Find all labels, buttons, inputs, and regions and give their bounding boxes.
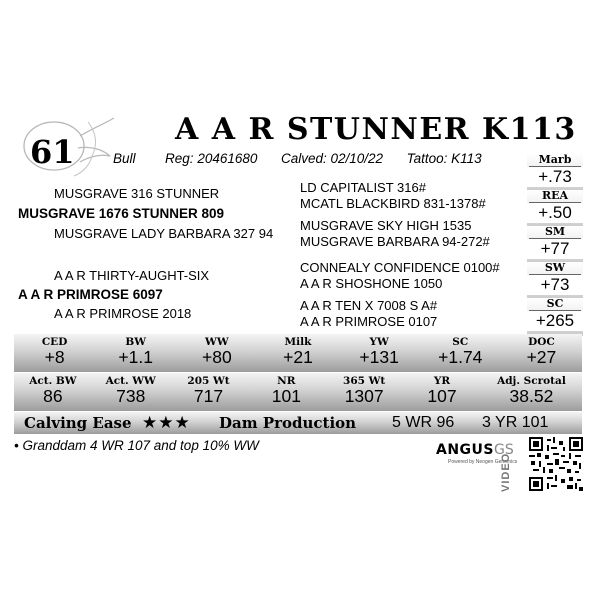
calved-label: Calved:	[280, 151, 327, 166]
video-label: VIDEO	[500, 452, 512, 492]
sex: Bull	[113, 151, 136, 166]
pedigree-right-6: A A R SHOSHONE 1050	[300, 276, 443, 291]
actual-ww	[92, 373, 170, 411]
epd-yw	[339, 334, 420, 372]
pedigree-dam-dam: A A R PRIMROSE 2018	[54, 306, 192, 321]
epd-label: BW	[125, 336, 147, 348]
actual-value: 717	[193, 386, 224, 406]
info-line	[113, 151, 482, 167]
epd-label: SC	[452, 336, 469, 348]
pedigree-sire-sire: MUSGRAVE 316 STUNNER	[54, 186, 220, 201]
side-epd-label: REA	[529, 190, 581, 203]
epd-value: +21	[283, 347, 313, 367]
dam-production-label: Dam Production	[219, 414, 357, 432]
actual-value: 738	[116, 386, 146, 406]
calving-ease-stars: ★★★	[142, 413, 191, 433]
epd-ced	[14, 334, 95, 372]
actual-label: 365 Wt	[343, 375, 386, 387]
calving-dam-bar	[14, 412, 582, 434]
epd-label: WW	[205, 336, 229, 348]
actual-label: NR	[277, 375, 296, 387]
actual-row	[14, 373, 582, 411]
actual-bw	[14, 373, 92, 411]
logo-tagline: Powered by Neogen Genomics	[448, 459, 518, 465]
epd-bw	[95, 334, 176, 372]
side-epd-sm	[527, 226, 583, 264]
side-epd-value: +265	[527, 311, 583, 331]
side-epd-marb	[527, 154, 583, 192]
calving-ease-label: Calving Ease	[24, 414, 132, 432]
epd-value: +1.74	[438, 347, 483, 367]
epd-sc	[420, 334, 501, 372]
epd-value: +1.1	[118, 347, 153, 367]
pedigree-sire-dam: MUSGRAVE LADY BARBARA 327 94	[54, 226, 274, 241]
epd-value: +27	[526, 347, 557, 367]
epd-label: CED	[41, 336, 68, 348]
tattoo-label: Tattoo:	[406, 151, 448, 166]
actual-adj-scrotal	[481, 373, 582, 411]
pedigree-dam: A A R PRIMROSE 6097	[18, 287, 163, 302]
animal-name: A A R STUNNER K113	[175, 112, 577, 147]
actual-label: 205 Wt	[187, 375, 230, 387]
gs-logo-text: GS	[494, 442, 514, 458]
actual-value: 1307	[344, 386, 384, 406]
side-epd-label: SW	[529, 262, 581, 275]
actual-nr	[247, 373, 325, 411]
actual-value: 101	[271, 386, 301, 406]
actual-value: 38.52	[509, 386, 554, 406]
side-epd-value: +73	[527, 275, 583, 295]
tattoo: K113	[451, 151, 482, 166]
side-epd-label: SM	[529, 226, 581, 239]
actual-label: Act. WW	[105, 375, 156, 387]
pedigree-right-7: A A R TEN X 7008 S A#	[300, 298, 438, 313]
actual-205-wt	[170, 373, 248, 411]
epd-value: +80	[202, 347, 232, 367]
reg-label: Reg:	[165, 151, 194, 166]
video-qr-code[interactable]	[529, 437, 583, 491]
actual-label: Act. BW	[29, 375, 77, 387]
side-epd-value: +.50	[527, 203, 583, 223]
epd-label: DOC	[528, 336, 555, 348]
dam-production-value-1: 5 WR 96	[392, 414, 455, 431]
epd-milk	[257, 334, 338, 372]
pedigree-sire: MUSGRAVE 1676 STUNNER 809	[18, 206, 225, 221]
actual-365-wt	[325, 373, 403, 411]
pedigree-right-4: MUSGRAVE BARBARA 94-272#	[300, 234, 490, 249]
epd-label: Milk	[284, 336, 312, 348]
pedigree-right-3: MUSGRAVE SKY HIGH 1535	[300, 218, 472, 233]
actual-value: 107	[427, 386, 457, 406]
actual-yr	[403, 373, 481, 411]
pedigree-right-1: LD CAPITALIST 316#	[300, 180, 426, 195]
pedigree-right-8: A A R PRIMROSE 0107	[300, 314, 438, 329]
epd-doc	[501, 334, 582, 372]
epd-value: +8	[44, 347, 65, 367]
actual-label: Adj. Scrotal	[497, 375, 566, 387]
dam-production-value-2: 3 YR 101	[482, 414, 549, 431]
side-epd-sc	[527, 298, 583, 336]
side-epd-label: SC	[529, 298, 581, 311]
pedigree-right-2: MCATL BLACKBIRD 831-1378#	[300, 196, 486, 211]
lot-number: 61	[30, 133, 75, 171]
side-epd-label: Marb	[529, 154, 581, 167]
epd-ww	[176, 334, 257, 372]
side-epd-value: +.73	[527, 167, 583, 187]
actual-label: YR	[433, 375, 451, 387]
actual-value: 86	[43, 386, 63, 406]
calved-date: 02/10/22	[330, 151, 384, 166]
angus-logo-text: ANGUS	[436, 442, 494, 458]
epd-label: YW	[369, 336, 389, 348]
side-epd-value: +77	[527, 239, 583, 259]
side-epd-sw	[527, 262, 583, 300]
reg-number: 20461680	[197, 151, 258, 166]
note: • Granddam 4 WR 107 and top 10% WW	[14, 438, 259, 453]
side-epd-rea	[527, 190, 583, 228]
epd-value: +131	[359, 347, 399, 367]
pedigree-dam-sire: A A R THIRTY-AUGHT-SIX	[54, 268, 210, 283]
pedigree-right-5: CONNEALY CONFIDENCE 0100#	[300, 260, 500, 275]
epd-row	[14, 334, 582, 372]
